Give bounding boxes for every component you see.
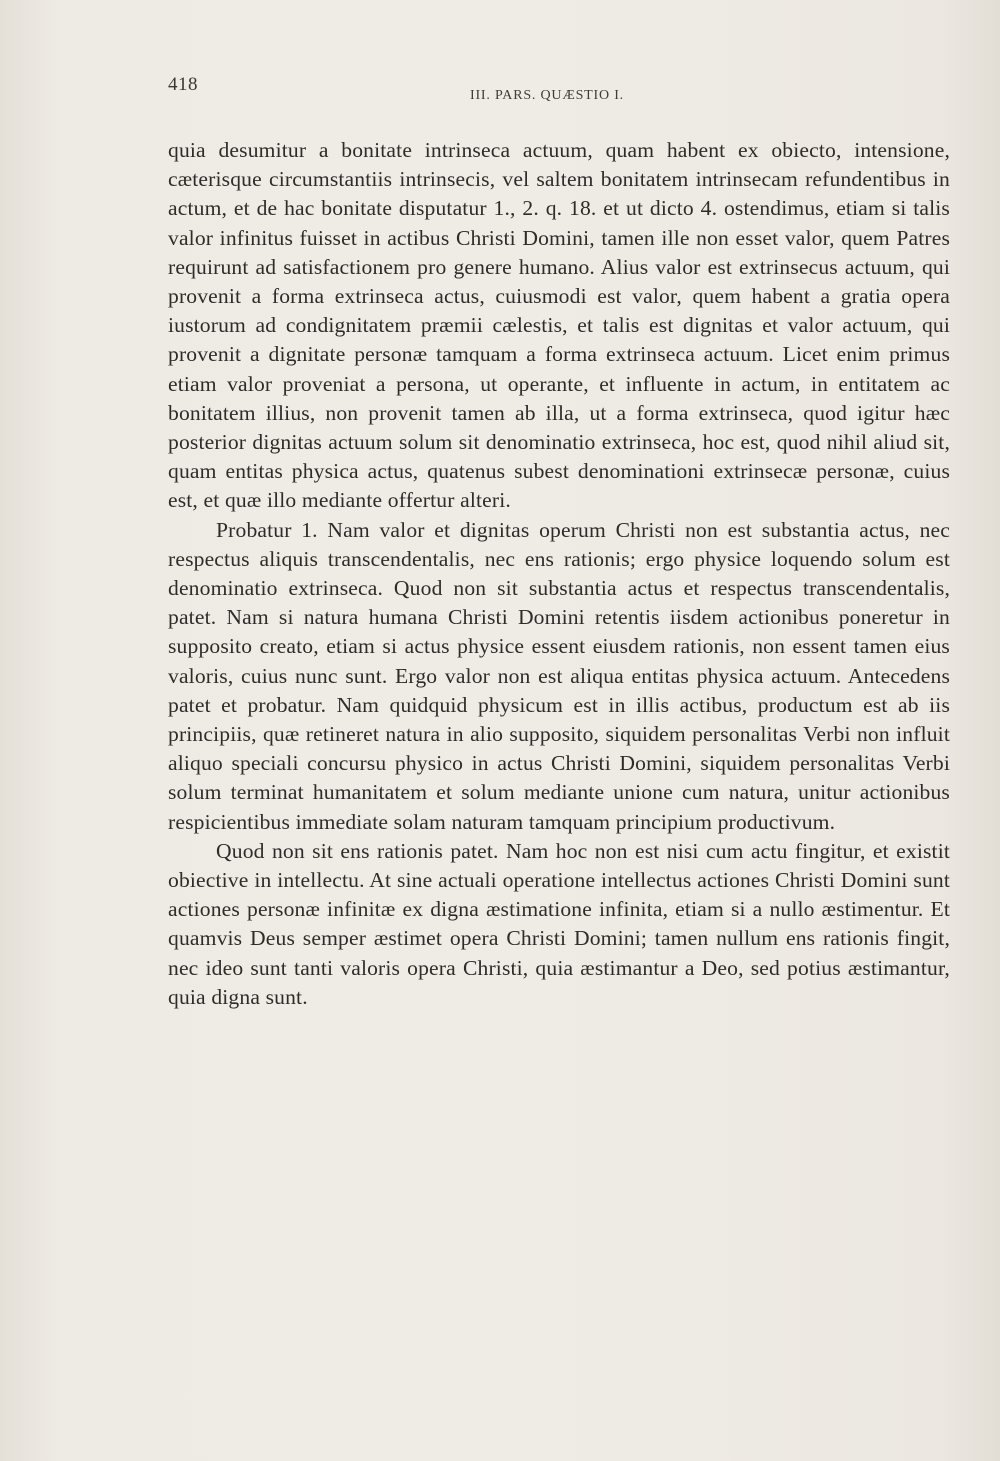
paragraph-ens-rationis: Quod non sit ens rationis patet. Nam hoc non est nisi cum actu fingitur, et existit obiective in intellectu. At sine actuali operatione intellectus actiones Christi Domini sunt actiones personæ infinitæ ex digna æstimatione infinita, etiam si a nullo æstimentur. Et quamvis Deus semper æstimet opera Christi Domini; tamen nullum ens rationis fingit, nec ideo sunt tanti valoris opera Christi, quia æstimantur a Deo, sed potius æstimantur, quia digna sunt. (168, 838, 950, 1009)
body-text (168, 136, 950, 1012)
page-header (168, 74, 950, 104)
page-number: 418 (168, 74, 198, 95)
paragraph-continuation: quia desumitur a bonitate intrinseca actuum, quam habent ex obiecto, intensione, cæterisque circumstantiis intrinsecis, vel saltem bonitatem intrinsecam refundentibus in actum, et de hac bonitate disputatur 1., 2. q. 18. et ut dicto 4. ostendimus, etiam si talis valor infinitus fuisset in actibus Christi Domini, tamen ille non esset valor, quem Patres requirunt ad satisfactionem pro genere humano. Alius valor est extrinsecus actuum, qui provenit a forma extrinseca actus, cuiusmodi est valor, quem habent a gratia opera iustorum ad condignitatem præmii cælestis, et talis est dignitas et valor actuum, qui provenit a dignitate personæ tamquam a forma extrinseca actuum. Licet enim primus etiam valor proveniat a persona, ut operante, et influente in actum, in entitatem ac bonitatem illius, non provenit tamen ab illa, ut a forma extrinseca, quod igitur hæc posterior dignitas actuum solum sit denominatio extrinseca, hoc est, quod nihil aliud sit, quam entitas physica actus, quatenus subest denominationi extrinsecæ personæ, cuius est, et quæ illo mediante offertur alteri. (168, 138, 950, 513)
running-head: III. PARS. QUÆSTIO I. (470, 88, 624, 103)
paragraph-probatur: Probatur 1. Nam valor et dignitas operum Christi non est substantia actus, nec respectus aliquis transcendentalis, nec ens rationis; ergo physice loquendo solum est denominatio extrinseca. Quod non sit substantia actus et respectus transcendentalis, patet. Nam si natura humana Christi Domini retentis iisdem actionibus poneretur in supposito creato, etiam si actus physice essent eiusdem rationis, non essent tamen eius valoris, cuius nunc sunt. Ergo valor non est aliqua entitas physica actuum. Antecedens patet et probatur. Nam quidquid physicum est in illis actibus, productum est ab iis principiis, quæ retineret natura in alio supposito, siquidem personalitas Verbi non influit aliquo speciali concursu physico in actus Christi Domini, siquidem personalitas Verbi solum terminat humanitatem et solum mediante unione cum natura, unitur actionibus respicientibus immediate solam naturam tamquam principium productivum. (168, 517, 950, 834)
